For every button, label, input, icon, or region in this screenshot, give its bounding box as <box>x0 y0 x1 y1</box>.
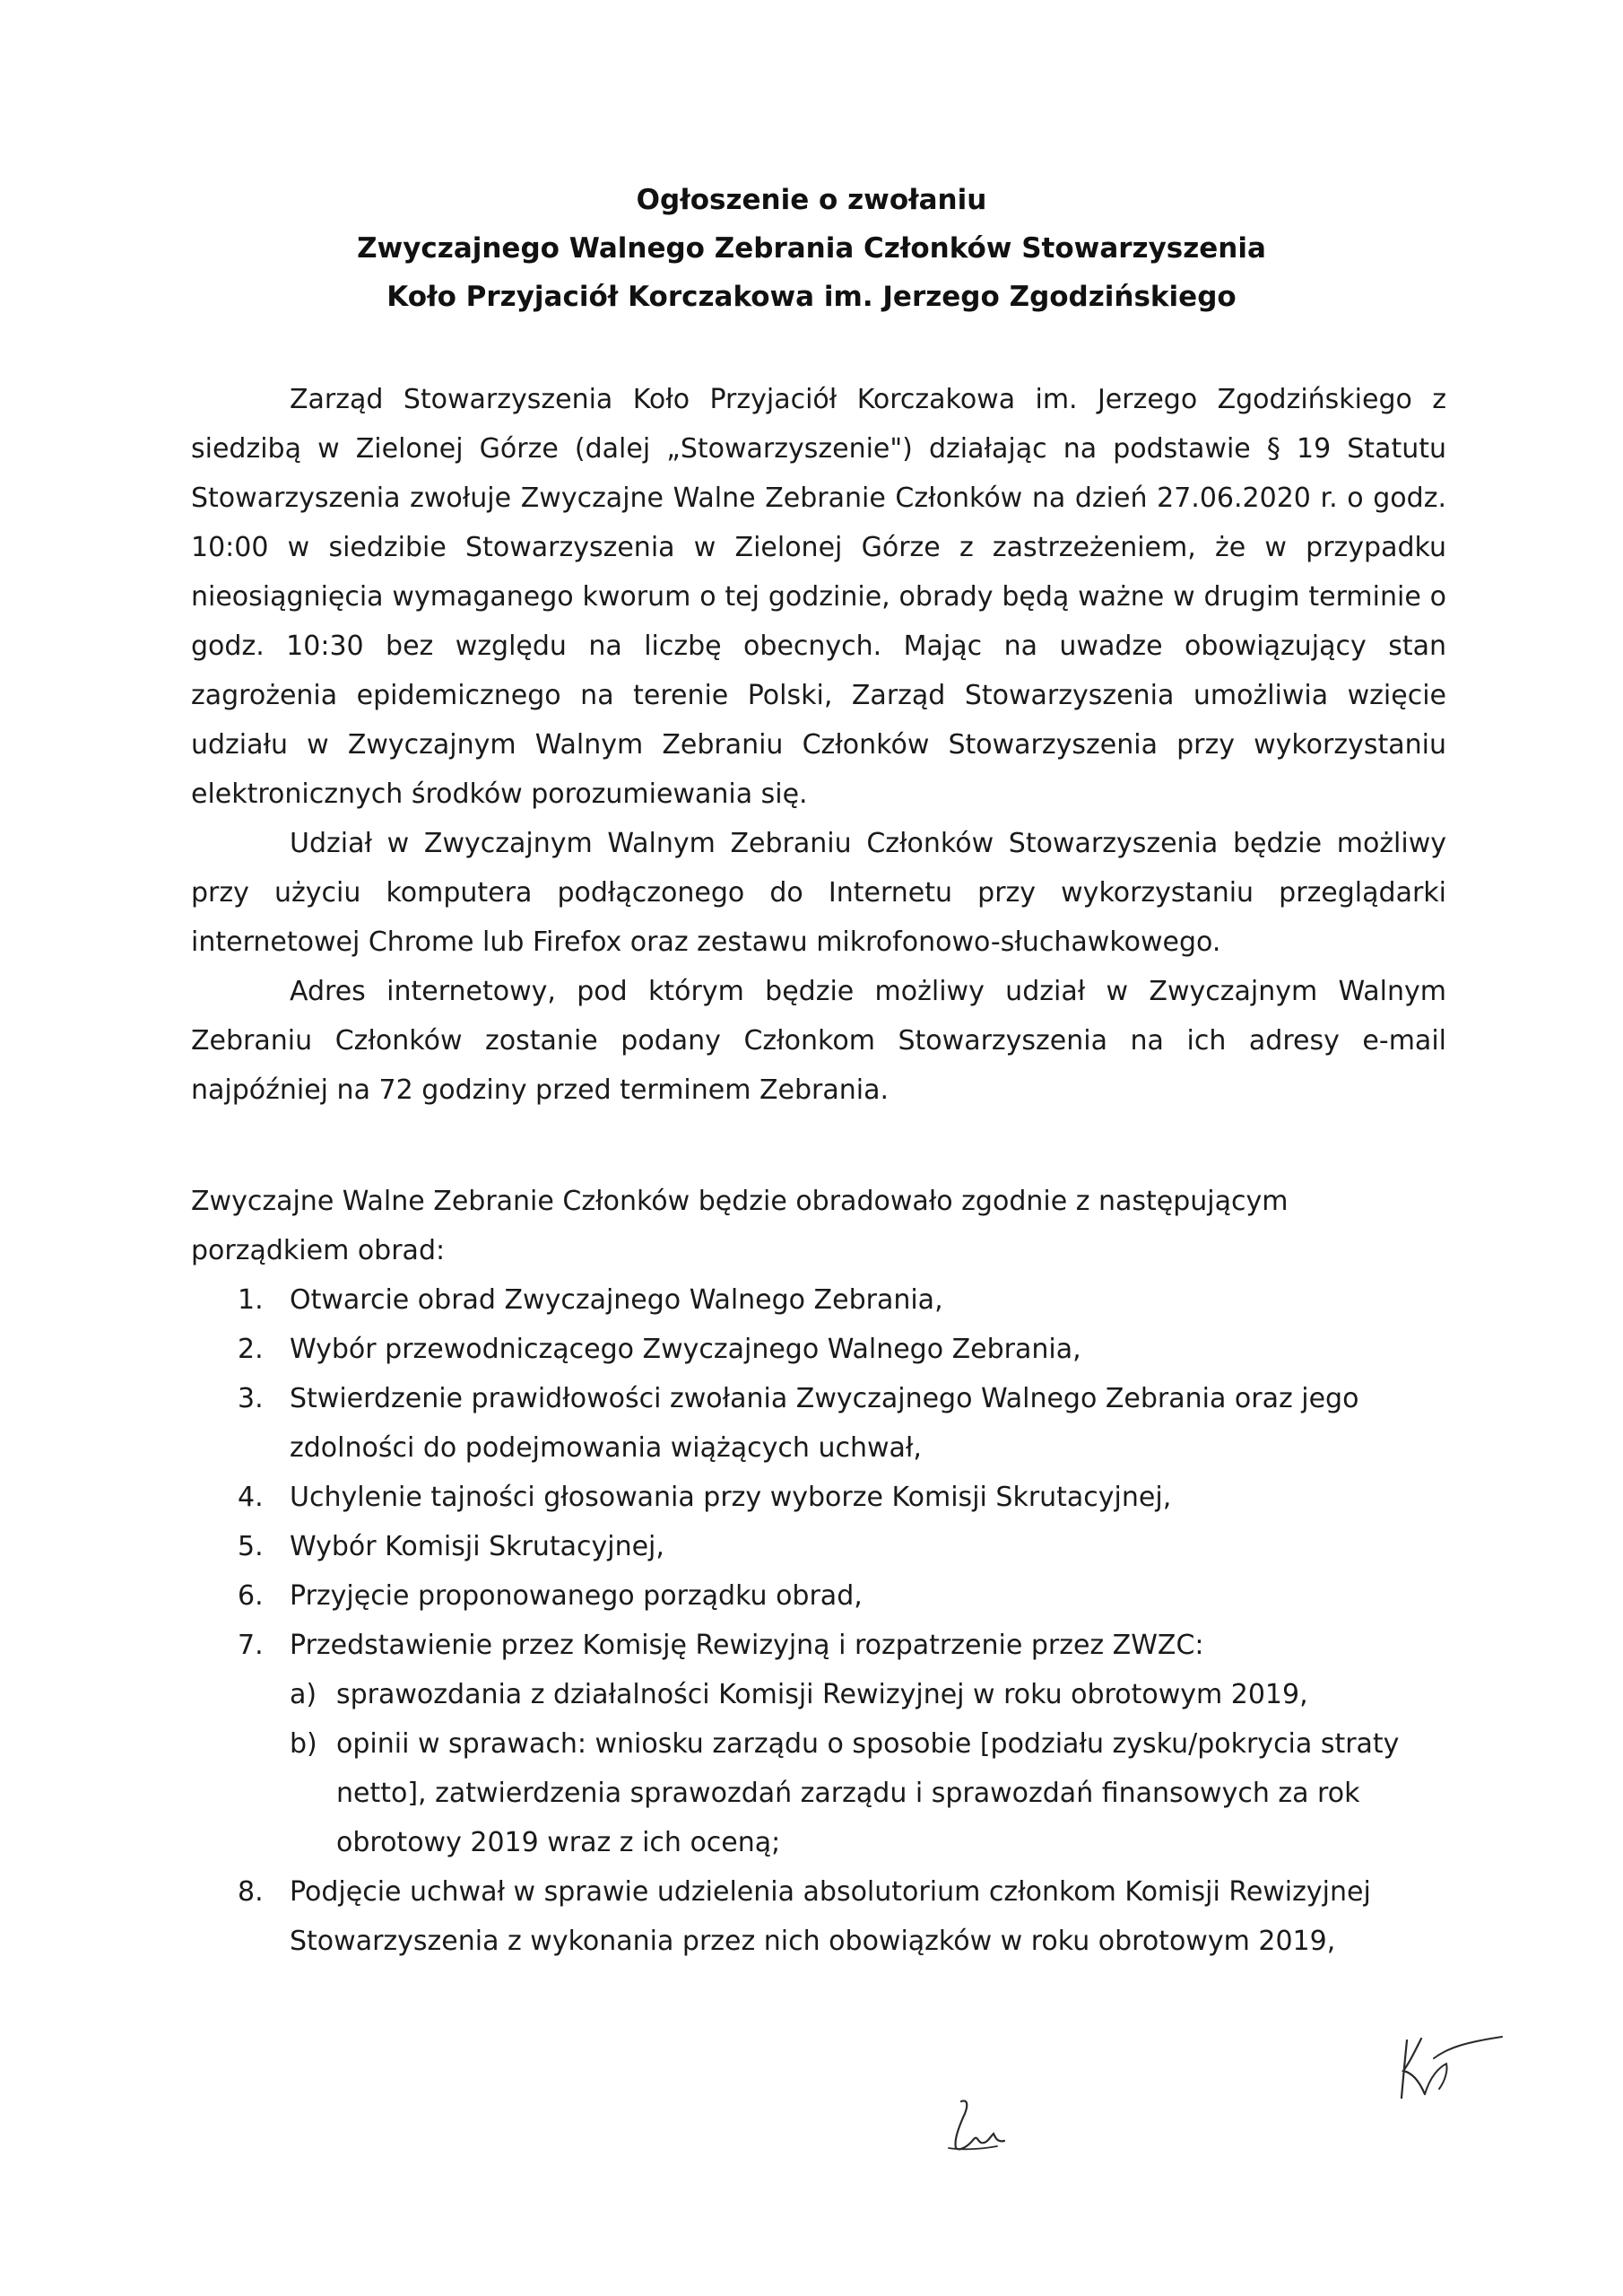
announcement-body <box>191 375 1446 1115</box>
list-item <box>191 1571 1446 1621</box>
list-item <box>191 1325 1446 1374</box>
list-item <box>191 1621 1446 1670</box>
sub-list-item-letter: b) <box>290 1728 317 1760</box>
list-item-number: 4. <box>238 1482 264 1513</box>
list-item <box>191 1473 1446 1522</box>
signature-left-icon <box>942 2094 1013 2157</box>
list-item-number: 6. <box>238 1580 264 1612</box>
sub-list-item-letter: a) <box>290 1679 317 1710</box>
list-item-number: 8. <box>238 1876 264 1908</box>
list-item-text: Wybór przewodniczącego Zwyczajnego Walnego Zebrania, <box>290 1334 1081 1365</box>
list-item-text: Przedstawienie przez Komisję Rewizyjną i rozpatrzenie przez ZWZC: <box>290 1630 1204 1661</box>
paragraph-convocation: Zarząd Stowarzyszenia Koło Przyjaciół Korczakowa im. Jerzego Zgodzińskiego z siedzibą w Zielonej Górze (dalej „Stowarzyszenie") działając na podstawie § 19 Statutu Stowarzyszenia zwołuje Zwyczajne Walne Zebranie Członków na dzień 27.06.2020 r. o godz. 10:00 w siedzibie Stowarzyszenia w Zielonej Górze z zastrzeżeniem, że w przypadku nieosiągnięcia wymaganego kworum o tej godzinie, obrady będą ważne w drugim terminie o godz. 10:30 bez względu na liczbę obecnych. Mając na uwadze obowiązujący stan zagrożenia epidemicznego na terenie Polski, Zarząd Stowarzyszenia umożliwia wzięcie udziału w Zwyczajnym Walnym Zebraniu Członków Stowarzyszenia przy wykorzystaniu elektronicznych środków porozumiewania się. <box>191 384 1446 810</box>
list-item <box>191 1867 1446 1966</box>
title-line-2: Zwyczajnego Walnego Zebrania Członków Stowarzyszenia <box>357 232 1266 265</box>
list-item-number: 1. <box>238 1284 264 1316</box>
sub-list-item <box>191 1719 1446 1867</box>
list-item-text: Podjęcie uchwał w sprawie udzielenia absolutorium członkom Komisji Rewizyjnej Stowarzyszenia z wykonania przez nich obowiązków w roku obrotowym 2019, <box>290 1876 1371 1957</box>
list-item <box>191 1374 1446 1473</box>
sub-list-item-text: opinii w sprawach: wniosku zarządu o sposobie [podziału zysku/pokrycia straty netto], zatwierdzenia sprawozdań zarządu i sprawozdań finansowych za rok obrotowy 2019 wraz z ich oceną; <box>336 1728 1400 1858</box>
list-item-text: Wybór Komisji Skrutacyjnej, <box>290 1531 664 1562</box>
agenda-list <box>191 1275 1446 1966</box>
paragraph-participation: Udział w Zwyczajnym Walnym Zebraniu Członków Stowarzyszenia będzie możliwy przy użyciu komputera podłączonego do Internetu przy wykorzystaniu przeglądarki internetowej Chrome lub Firefox oraz zestawu mikrofonowo-słuchawkowego. <box>191 828 1446 958</box>
list-item-number: 7. <box>238 1630 264 1661</box>
list-item <box>191 1522 1446 1571</box>
paragraph-address: Adres internetowy, pod którym będzie możliwy udział w Zwyczajnym Walnym Zebraniu Członków zostanie podany Członkom Stowarzyszenia na ich adresy e-mail najpóźniej na 72 godziny przed terminem Zebrania. <box>191 976 1446 1106</box>
sub-list-item <box>191 1670 1446 1719</box>
title-line-1: Ogłoszenie o zwołaniu <box>636 184 987 216</box>
list-item <box>191 1275 1446 1325</box>
list-item-number: 2. <box>238 1334 264 1365</box>
list-item-text: Stwierdzenie prawidłowości zwołania Zwyczajnego Walnego Zebrania oraz jego zdolności do podejmowania wiążących uchwał, <box>290 1383 1359 1464</box>
list-item-text: Uchylenie tajności głosowania przy wyborze Komisji Skrutacyjnej, <box>290 1482 1172 1513</box>
title-line-3: Koło Przyjaciół Korczakowa im. Jerzego Zgodzińskiego <box>386 281 1237 313</box>
signature-right-icon <box>1394 2031 1511 2103</box>
list-item-number: 5. <box>238 1531 264 1562</box>
agenda-intro: Zwyczajne Walne Zebranie Członków będzie obradowało zgodnie z następującym porządkiem obrad: <box>191 1186 1289 1266</box>
list-item-text: Otwarcie obrad Zwyczajnego Walnego Zebrania, <box>290 1284 943 1316</box>
document-title <box>0 176 1623 321</box>
sub-list-item-text: sprawozdania z działalności Komisji Rewizyjnej w roku obrotowym 2019, <box>336 1679 1308 1710</box>
list-item-text: Przyjęcie proponowanego porządku obrad, <box>290 1580 863 1612</box>
list-item-number: 3. <box>238 1383 264 1414</box>
